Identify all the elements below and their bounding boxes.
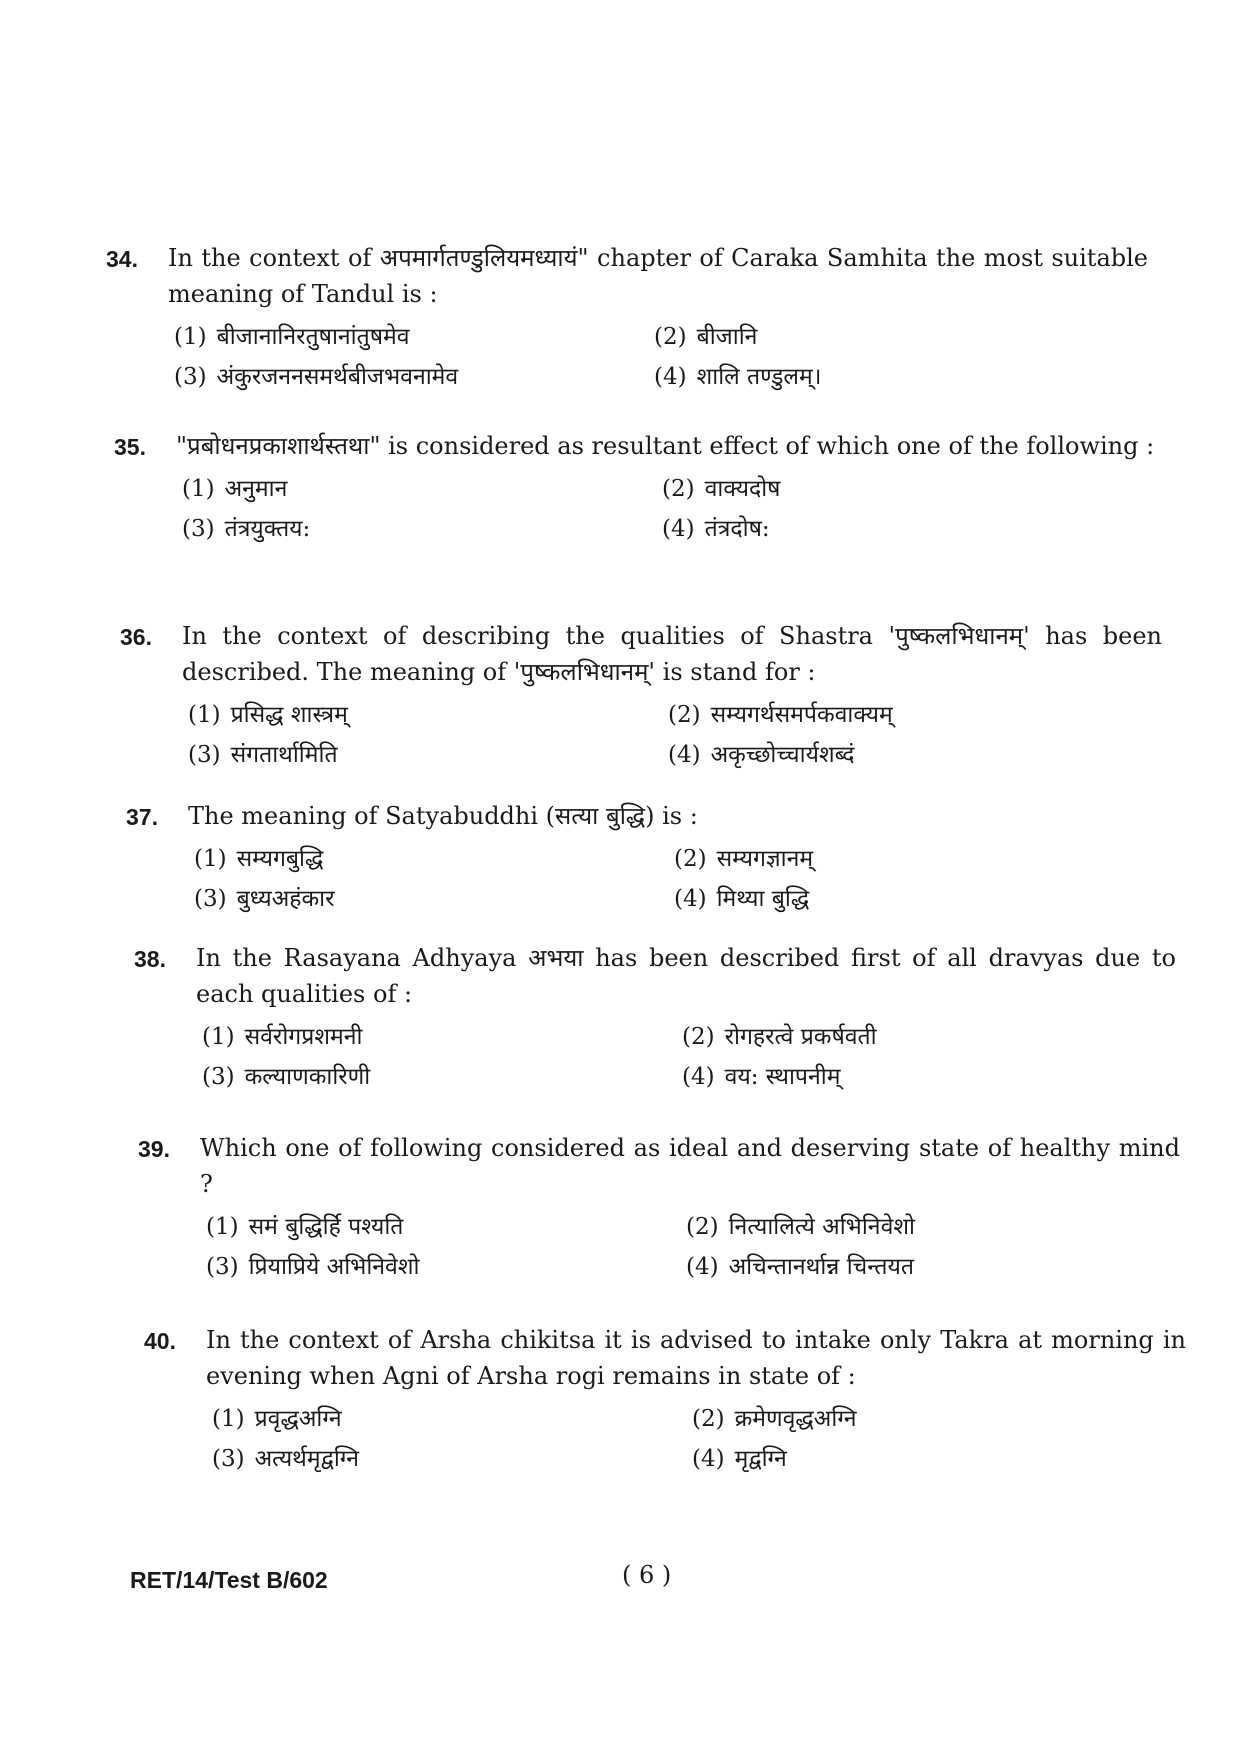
option-2 [692, 1402, 1172, 1436]
option-4 [662, 512, 1142, 546]
option-tag: (2) [654, 324, 687, 350]
option-tag: (2) [668, 702, 701, 728]
question-stem: In the context of describing the qualities of Shastra 'पुष्कलभिधानम्' has been described. The meaning of 'पुष्कलभिधानम्' is stand for : [182, 622, 1162, 686]
option-text: सम्यगज्ञानम् [716, 846, 814, 872]
question-number: 38. [134, 946, 166, 972]
option-text: वय: स्थापनीम् [724, 1064, 841, 1090]
option-text: तंत्रदोष: [704, 516, 770, 542]
option-text: शालि तण्डुलम्। [696, 364, 822, 390]
option-text: तंत्रयुक्तय: [224, 516, 311, 542]
option-text: क्रमेणवृद्धअग्नि [734, 1406, 857, 1432]
option-3 [194, 882, 674, 916]
options [200, 1210, 1180, 1284]
option-1 [206, 1210, 686, 1244]
option-tag: (3) [182, 516, 215, 542]
option-tag: (4) [654, 364, 687, 390]
option-text: वाक्यदोष [704, 476, 781, 502]
option-text: कल्याणकारिणी [244, 1064, 371, 1090]
option-tag: (4) [692, 1446, 725, 1472]
option-tag: (1) [174, 324, 207, 350]
option-1 [188, 698, 668, 732]
question-40 [144, 1322, 1186, 1476]
question-number: 40. [144, 1328, 176, 1354]
option-text: मृद्वग्नि [734, 1446, 787, 1472]
option-tag: (3) [206, 1254, 239, 1280]
option-text: अचिन्तानर्थान्न चिन्तयत [728, 1254, 914, 1280]
option-2 [682, 1020, 1162, 1054]
option-text: प्रसिद्ध शास्त्रम् [230, 702, 348, 728]
question-34 [106, 240, 1148, 394]
option-text: सर्वरोगप्रशमनी [244, 1024, 363, 1050]
option-2 [654, 320, 1134, 354]
option-tag: (2) [662, 476, 695, 502]
question-stem: Which one of following considered as ideal and deserving state of healthy mind ? [200, 1134, 1180, 1198]
option-tag: (1) [212, 1406, 245, 1432]
option-text: रोगहरत्वे प्रकर्षवती [724, 1024, 877, 1050]
question-38 [134, 940, 1176, 1094]
option-tag: (4) [674, 886, 707, 912]
option-tag: (1) [202, 1024, 235, 1050]
option-tag: (1) [188, 702, 221, 728]
option-2 [662, 472, 1142, 506]
options [168, 320, 1148, 394]
question-stem: "प्रबोधनप्रकाशार्थस्तथा" is considered as resultant effect of which one of the following : [176, 432, 1155, 460]
option-tag: (3) [194, 886, 227, 912]
option-1 [194, 842, 674, 876]
option-3 [182, 512, 662, 546]
option-tag: (4) [686, 1254, 719, 1280]
question-stem: In the context of Arsha chikitsa it is advised to intake only Takra at morning in evening when Agni of Arsha rogi remains in state of : [206, 1326, 1186, 1390]
options [176, 472, 1156, 546]
option-text: प्रवृद्धअग्नि [254, 1406, 342, 1432]
option-3 [206, 1250, 686, 1284]
question-number: 37. [126, 804, 158, 830]
question-stem: The meaning of Satyabuddhi (सत्या बुद्धि) is : [188, 802, 698, 830]
option-tag: (2) [692, 1406, 725, 1432]
option-4 [692, 1442, 1172, 1476]
paper-code: RET/14/Test B/602 [130, 1567, 328, 1593]
option-text: संगतार्थामिति [230, 742, 338, 768]
question-number: 34. [106, 246, 138, 272]
question-number: 35. [114, 434, 146, 460]
option-tag: (2) [686, 1214, 719, 1240]
option-4 [654, 360, 1134, 394]
option-text: नित्यालित्ये अभिनिवेशो [728, 1214, 915, 1240]
option-4 [682, 1060, 1162, 1094]
option-tag: (3) [202, 1064, 235, 1090]
options [182, 698, 1162, 772]
option-text: बीजानानिरतुषानांतुषमेव [216, 324, 410, 350]
option-3 [174, 360, 654, 394]
options [188, 842, 1168, 916]
option-tag: (4) [682, 1064, 715, 1090]
option-text: सम्यगर्थसमर्पकवाक्यम् [710, 702, 893, 728]
option-3 [202, 1060, 682, 1094]
option-tag: (3) [174, 364, 207, 390]
option-1 [174, 320, 654, 354]
option-tag: (2) [682, 1024, 715, 1050]
option-text: समं बुद्धिर्हि पश्यति [248, 1214, 404, 1240]
option-tag: (3) [212, 1446, 245, 1472]
question-36 [120, 618, 1162, 772]
option-3 [188, 738, 668, 772]
question-35 [114, 428, 1156, 546]
option-1 [202, 1020, 682, 1054]
option-1 [182, 472, 662, 506]
option-text: अकृच्छोच्चार्यशब्दं [710, 742, 855, 768]
option-text: सम्यगबुद्धि [236, 846, 324, 872]
option-4 [686, 1250, 1166, 1284]
option-text: अनुमान [224, 476, 288, 502]
option-tag: (3) [188, 742, 221, 768]
option-4 [668, 738, 1148, 772]
option-text: अंकुरजननसमर्थबीजभवनामेव [216, 364, 459, 390]
option-text: बुध्यअहंकार [236, 886, 335, 912]
option-text: अत्यर्थमृद्वग्नि [254, 1446, 360, 1472]
option-text: मिथ्या बुद्धि [716, 886, 810, 912]
option-text: प्रियाप्रिये अभिनिवेशो [248, 1254, 420, 1280]
question-39 [138, 1130, 1180, 1284]
option-tag: (1) [206, 1214, 239, 1240]
option-text: बीजानि [696, 324, 758, 350]
question-number: 36. [120, 624, 152, 650]
option-2 [674, 842, 1154, 876]
question-stem: In the Rasayana Adhyaya अभया has been described first of all dravyas due to each qualities of : [196, 944, 1176, 1008]
question-number: 39. [138, 1136, 170, 1162]
question-stem: In the context of अपमार्गतण्डुलियमध्यायं" chapter of Caraka Samhita the most suitable meaning of Tandul is : [168, 244, 1148, 308]
option-tag: (4) [662, 516, 695, 542]
question-37 [126, 798, 1168, 916]
page-number: ( 6 ) [622, 1561, 672, 1589]
options [206, 1402, 1186, 1476]
option-tag: (4) [668, 742, 701, 768]
option-tag: (1) [194, 846, 227, 872]
option-2 [686, 1210, 1166, 1244]
option-tag: (2) [674, 846, 707, 872]
option-3 [212, 1442, 692, 1476]
option-tag: (1) [182, 476, 215, 502]
options [196, 1020, 1176, 1094]
option-1 [212, 1402, 692, 1436]
option-4 [674, 882, 1154, 916]
option-2 [668, 698, 1148, 732]
